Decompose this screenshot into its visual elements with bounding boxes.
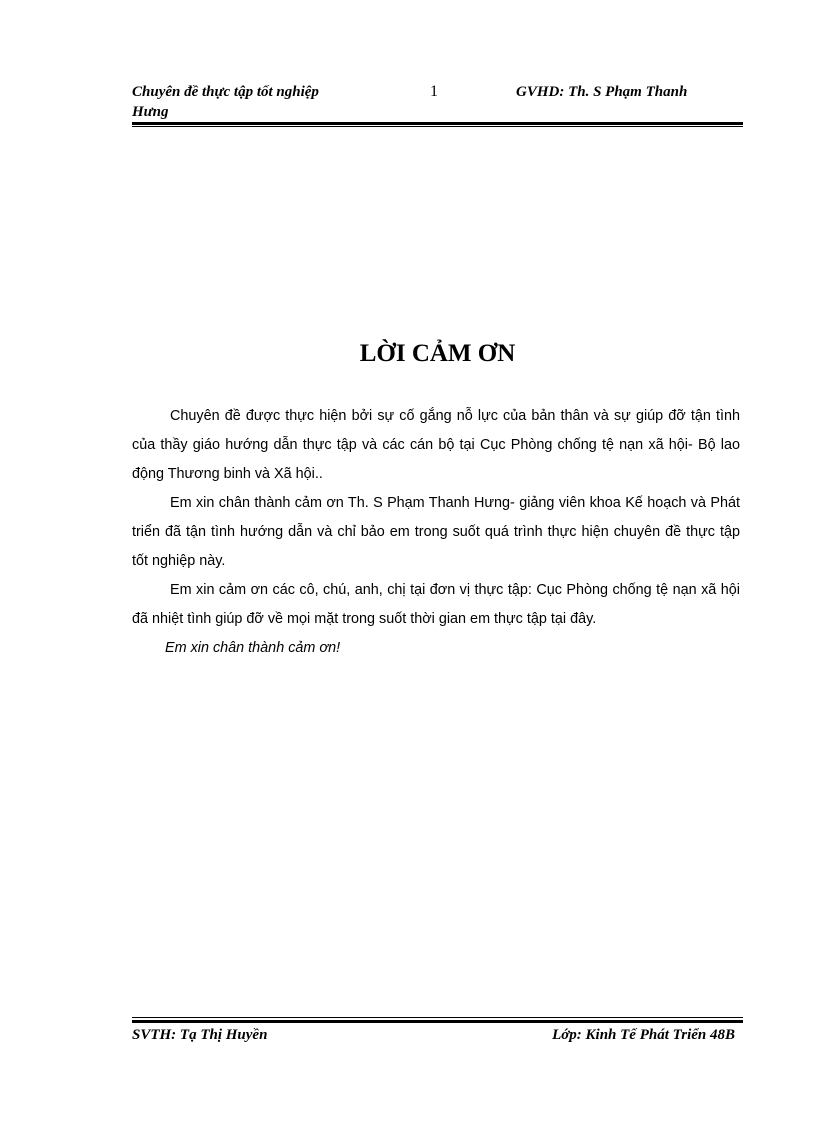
footer-class: Lớp: Kinh Tế Phát Triển 48B [552,1027,735,1043]
paragraph-2: Em xin chân thành cảm ơn Th. S Phạm Thanh Hưng- giảng viên khoa Kế hoạch và Phát triển đã tận tình hướng dẫn và chỉ bảo em trong suốt quá trình thực hiện chuyên đề thực tập tốt nghiệp này. [132,495,740,569]
header-divider-thick [132,122,743,125]
header-supervisor: GVHD: Th. S Phạm Thanh [516,84,688,100]
footer-student: SVTH: Tạ Thị Huyền [132,1027,268,1043]
paragraph-1: Chuyên đề được thực hiện bởi sự cố gắng nỗ lực của bản thân và sự giúp đỡ tận tình của thầy giáo hướng dẫn thực tập và các cán bộ tại Cục Phòng chống tệ nạn xã hội- Bộ lao động Thương binh và Xã hội.. [132,408,740,482]
closing-line: Em xin chân thành cảm ơn! [165,640,341,656]
page-title: LỜI CẢM ƠN [359,340,516,367]
acknowledgement-body [132,402,740,663]
paragraph-3: Em xin cảm ơn các cô, chú, anh, chị tại đơn vị thực tập: Cục Phòng chống tệ nạn xã hội đã nhiệt tình giúp đỡ về mọi mặt trong suốt thời gian em thực tập tại đây. [132,582,740,627]
footer-divider-thick [132,1020,743,1023]
header-page-number: 1 [430,83,438,100]
footer-divider-thin [132,1017,743,1018]
header-divider-thin [132,126,743,127]
header-document-type: Chuyên đề thực tập tốt nghiệp Hưng [132,84,319,120]
page-header [132,80,743,124]
